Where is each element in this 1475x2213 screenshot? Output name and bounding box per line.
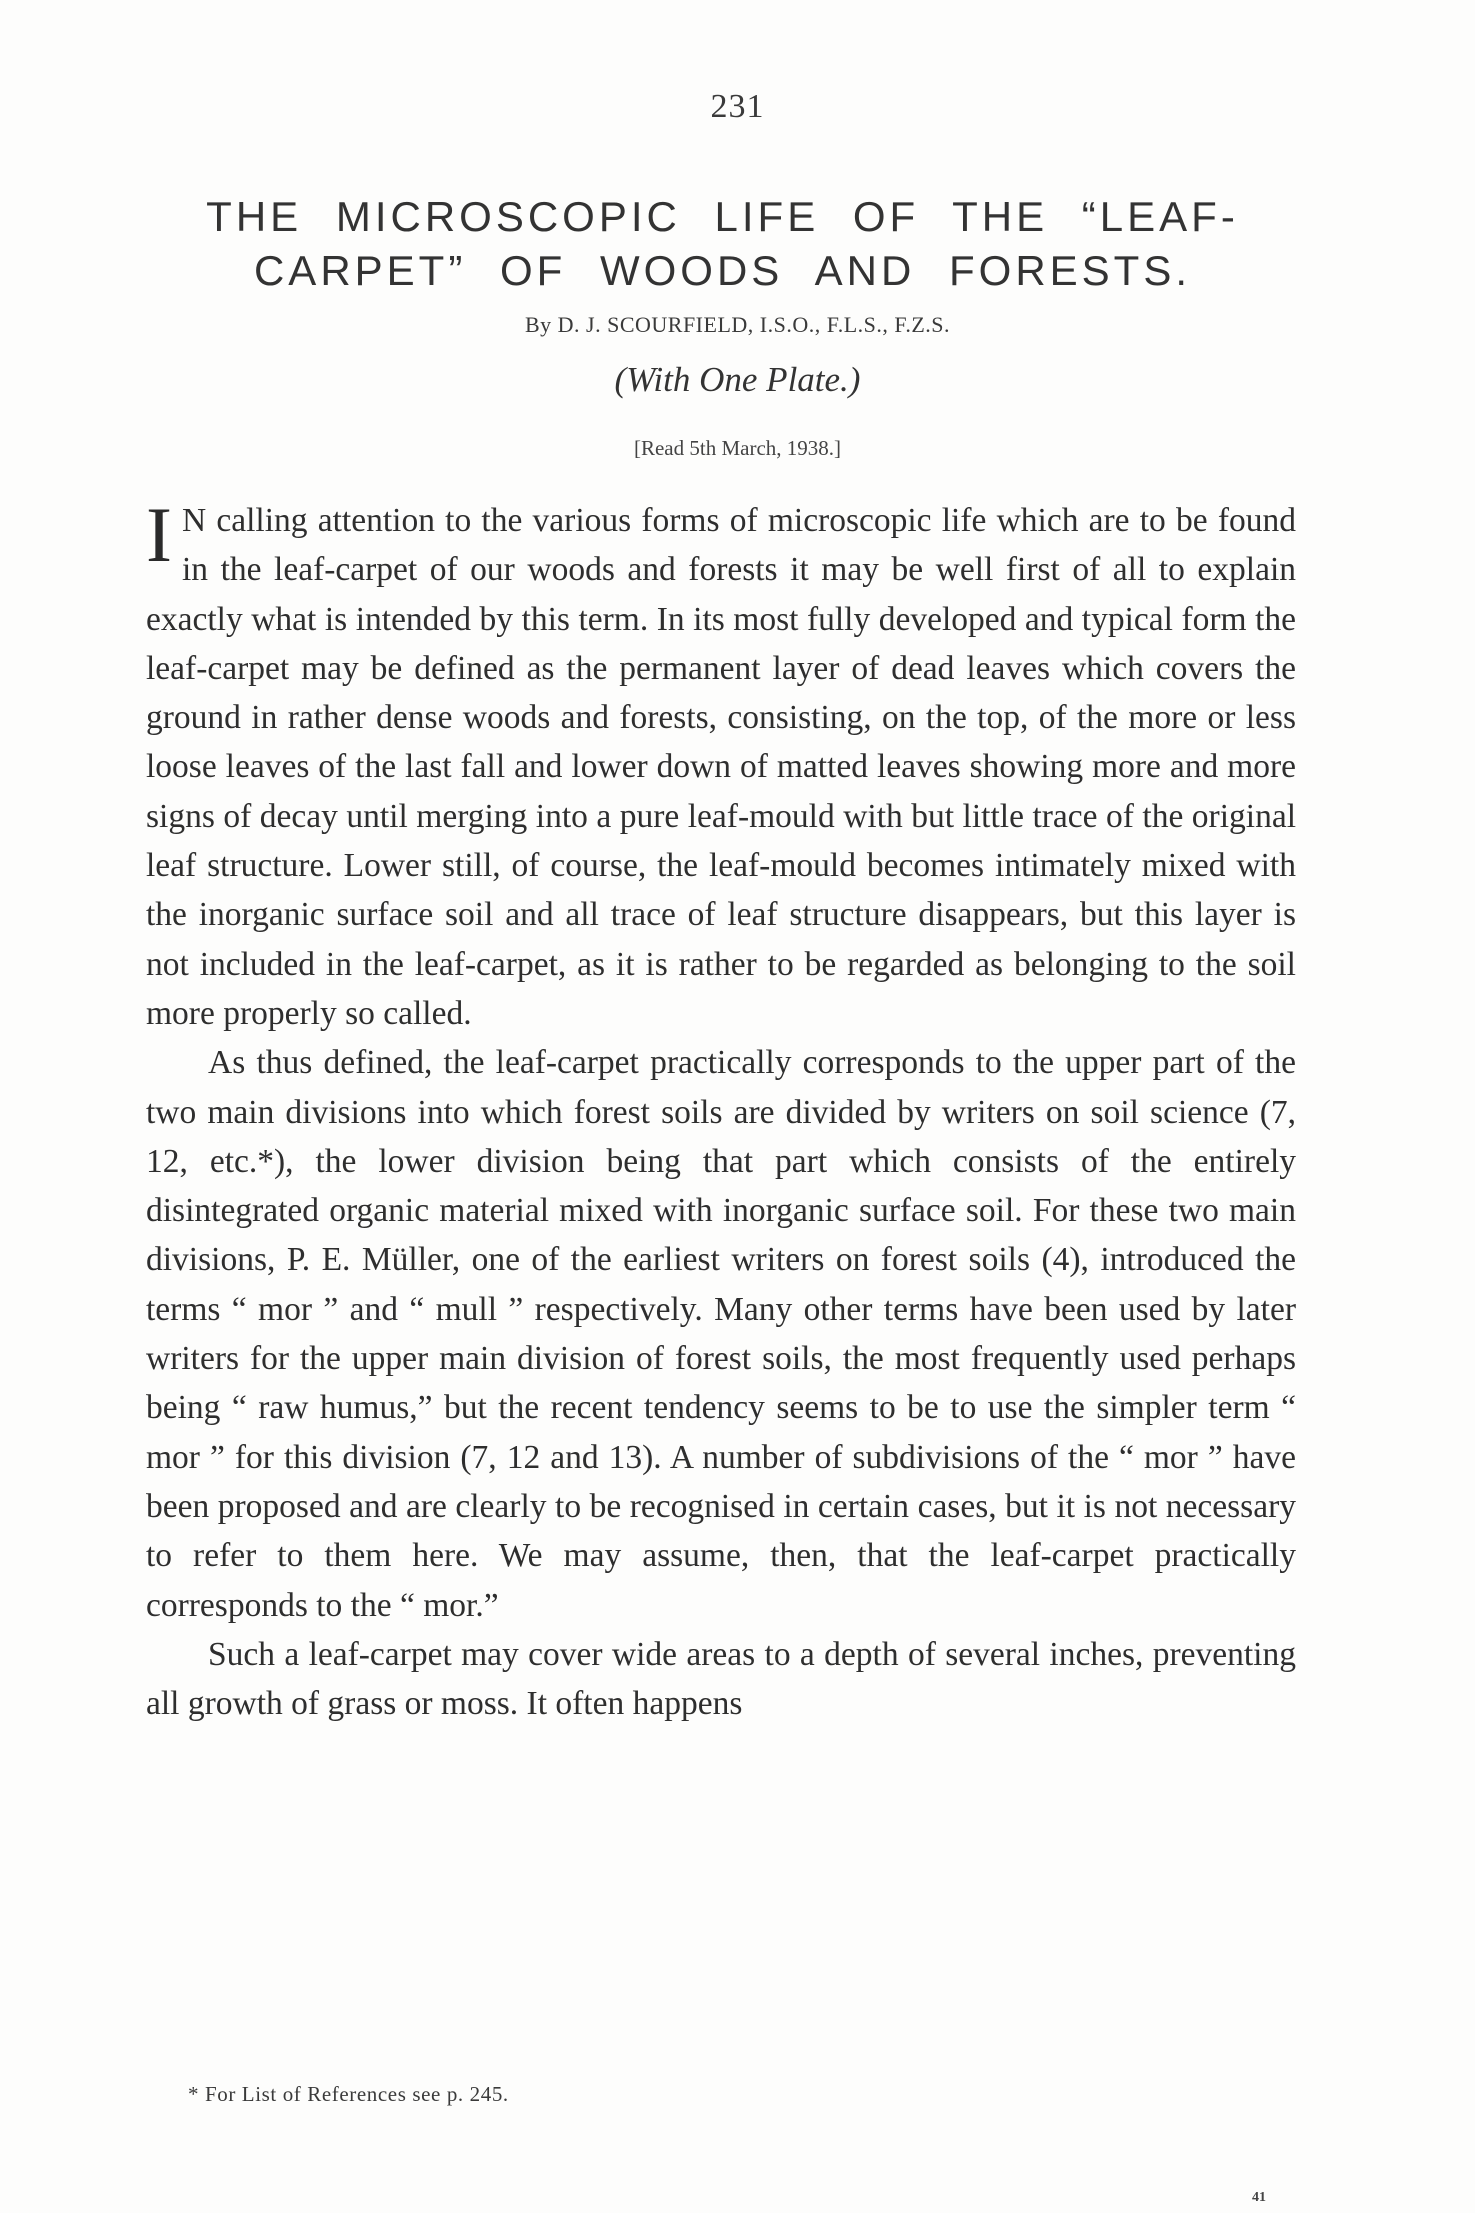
plate-note: (With One Plate.) bbox=[614, 360, 861, 399]
title-line-1: THE MICROSCOPIC LIFE OF THE “LEAF- bbox=[206, 193, 1239, 240]
signature-mark: 41 bbox=[1252, 2190, 1266, 2205]
read-date-note: [Read 5th March, 1938.] bbox=[633, 436, 842, 460]
paragraph-1-text: N calling attention to the various forms of microscopic life which are to be found in the leaf-carpet of our woods and forests it may be well first of all to explain exactly what is intended by this term. In its most fully developed and typical form the leaf-carpet may be defined as the permanent layer of dead leaves which covers the ground in rather dense woods and forests, consisting, on the top, of the more or less loose leaves of the last fall and lower down of matted leaves showing more and more signs of decay until merging into a pure leaf-mould with but little trace of the original leaf structure. Lower still, of course, the leaf-mould becomes intimately mixed with the inorganic surface soil and all trace of leaf structure disappears, but this layer is not included in the leaf-carpet, as it is rather to be regarded as belonging to the soil more properly so called. bbox=[146, 502, 1296, 1032]
article-body bbox=[146, 491, 1296, 1728]
paragraph-2: As thus defined, the leaf-carpet practically corresponds to the upper part of the two main divisions into which forest soils are divided by writers on soil science (7, 12, etc.*), the lower division being that part which consists of the entirely disintegrated organic material mixed with inorganic surface soil. For these two main divisions, P. E. Müller, one of the earliest writers on forest soils (4), introduced the terms “ mor ” and “ mull ” respectively. Many other terms have been used by later writers for the upper main division of forest soils, the most frequently used perhaps being “ raw humus,” but the recent tendency seems to be to use the simpler term “ mor ” for this division (7, 12 and 13). A number of subdivisions of the “ mor ” have been proposed and are clearly to be recognised in certain cases, but it is not necessary to refer to them here. We may assume, then, that the leaf-carpet practically corresponds to the “ mor.” bbox=[146, 1044, 1296, 1624]
article-title bbox=[150, 190, 1295, 298]
paragraph-1 bbox=[146, 491, 1296, 1038]
page-number: 231 bbox=[710, 88, 765, 125]
drop-cap: I bbox=[146, 491, 172, 578]
title-line-2: CARPET” OF WOODS AND FORESTS. bbox=[253, 247, 1192, 294]
author-byline: By D. J. SCOURFIELD, I.S.O., F.L.S., F.Z.S. bbox=[524, 312, 951, 337]
footnote: * For List of References see p. 245. bbox=[188, 2082, 509, 2106]
paragraph-3: Such a leaf-carpet may cover wide areas to a depth of several inches, preventing all growth of grass or moss. It often happens bbox=[146, 1635, 1296, 1723]
